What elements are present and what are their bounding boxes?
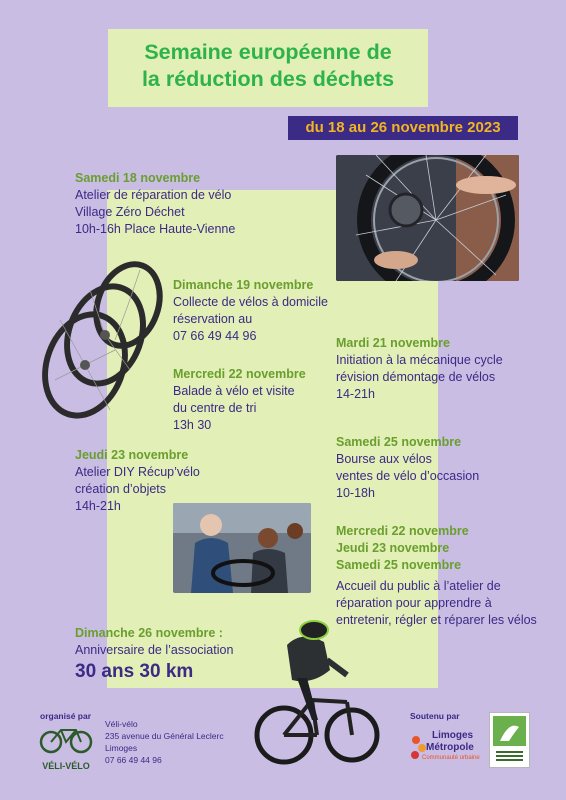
title-line-1: Semaine européenne de (144, 40, 392, 64)
event-line: réservation au (173, 312, 253, 326)
title-line-2: la réduction des déchets (141, 67, 395, 91)
event-sat-18 (75, 170, 235, 238)
address-line: 235 avenue du Général Leclerc (105, 731, 224, 741)
address-block (105, 718, 224, 766)
event-sun-26 (75, 625, 233, 685)
event-thu-23 (75, 447, 200, 515)
event-line: 13h 30 (173, 418, 212, 432)
event-line: 10h-16h Place Haute-Vienne (75, 222, 236, 236)
event-line: 14-21h (336, 387, 375, 401)
wheel-repair-photo (336, 155, 519, 281)
event-day: Samedi 25 novembre (336, 558, 462, 572)
event-day: Dimanche 26 novembre : (75, 626, 223, 640)
event-line: Atelier DIY Récup’vélo (75, 465, 200, 479)
event-sat-25 (336, 434, 479, 502)
organised-by-label: organisé par (40, 711, 92, 721)
event-line: 10-18h (336, 486, 375, 500)
event-line: Atelier de réparation de vélo (75, 188, 232, 202)
event-tue-21 (336, 335, 503, 403)
event-line: Initiation à la mécanique cycle (336, 353, 503, 367)
event-day: Dimanche 19 novembre (173, 278, 314, 292)
event-line: Village Zéro Déchet (75, 205, 185, 219)
address-line: Limoges (105, 743, 138, 753)
event-line: Balade à vélo et visite (173, 384, 295, 398)
bicycle-wheels-image (30, 250, 165, 420)
event-line: Collecte de vélos à domicile (173, 295, 328, 309)
event-line: 14h-21h (75, 499, 121, 513)
event-day: Jeudi 23 novembre (75, 448, 189, 462)
event-line: entretenir, régler et réparer les vélos (336, 613, 537, 627)
event-line: du centre de tri (173, 401, 257, 415)
address-line: 07 66 49 44 96 (105, 755, 162, 765)
event-day: Samedi 18 novembre (75, 171, 201, 185)
event-wed-22 (173, 366, 306, 434)
sponsor-name-line-2: Métropole (426, 742, 474, 753)
event-day: Mardi 21 novembre (336, 336, 450, 350)
page-title (108, 29, 428, 107)
event-open-workshop (336, 523, 537, 629)
event-line: ventes de vélo d’occasion (336, 469, 480, 483)
sponsor-subtitle: Communauté urbaine (422, 755, 480, 761)
waste-reduction-week-logo (489, 712, 530, 768)
event-highlight: 30 ans 30 km (75, 661, 194, 682)
event-sun-19 (173, 277, 328, 345)
event-line: révision démontage de vélos (336, 370, 496, 384)
event-line: Bourse aux vélos (336, 452, 432, 466)
event-line: réparation pour apprendre à (336, 596, 492, 610)
workshop-photo (173, 503, 311, 593)
veli-velo-logo (36, 722, 96, 770)
event-day: Samedi 25 novembre (336, 435, 462, 449)
event-line: création d’objets (75, 482, 167, 496)
limoges-metropole-logo (408, 728, 488, 768)
event-day: Jeudi 23 novembre (336, 541, 450, 555)
event-day: Mercredi 22 novembre (336, 524, 469, 538)
event-line: Accueil du public à l’atelier de (336, 579, 501, 593)
address-line: Véli-vélo (105, 719, 138, 729)
event-day: Mercredi 22 novembre (173, 367, 306, 381)
event-line: Anniversaire de l’association (75, 643, 234, 657)
date-range-banner: du 18 au 26 novembre 2023 (288, 116, 518, 140)
supported-by-label: Soutenu par (410, 711, 460, 721)
logo-text: VÉLI-VÉLO (42, 761, 90, 771)
cyclist-image (252, 620, 382, 770)
sponsor-name-line-1: Limoges (432, 730, 474, 741)
event-line: 07 66 49 44 96 (173, 329, 257, 343)
